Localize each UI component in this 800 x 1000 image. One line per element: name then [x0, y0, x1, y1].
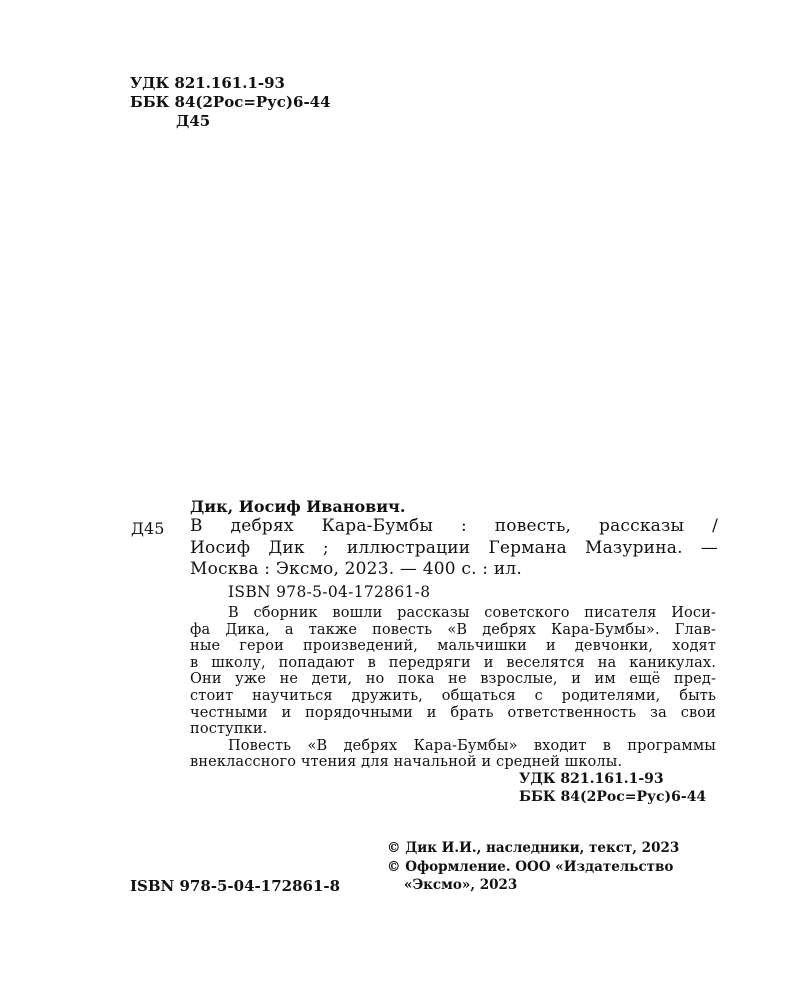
bbk-code: ББК 84(2Рос=Рус)6-44	[130, 93, 331, 111]
top-classification-block	[130, 74, 331, 131]
description-line: Иосиф Дик ; иллюстрации Германа Мазурина. —	[190, 537, 718, 558]
udk-code-bottom: УДК 821.161.1-93	[519, 771, 664, 787]
copyright-block	[387, 839, 679, 895]
annotation-line: ные герои произведений, мальчишки и девчонки, ходят	[190, 638, 716, 655]
author-sign-top: Д45	[176, 112, 211, 130]
copyright-design-cont: «Эксмо», 2023	[404, 877, 518, 893]
annotation	[190, 605, 716, 771]
description-line: Москва : Эксмо, 2023. — 400 с. : ил.	[190, 559, 522, 579]
annotation-line: фа Дика, а также повесть «В дебрях Кара-Бумбы». Глав-	[190, 621, 716, 638]
bottom-classification-block	[519, 770, 706, 806]
bbk-code-bottom: ББК 84(2Рос=Рус)6-44	[519, 789, 707, 805]
copyright-design: © Оформление. ООО «Издательство	[387, 858, 674, 875]
annotation-line: честными и порядочными и брать ответственность за свои	[190, 704, 716, 721]
annotation-line: внеклассного чтения для начальной и средней школы.	[190, 754, 623, 771]
annotation-line: стоит научиться дружить, общаться с родителями, быть	[190, 687, 716, 704]
annotation-line: в школу, попадают в передряги и веселятся на каникулах.	[190, 654, 716, 671]
isbn-entry: ISBN 978-5-04-172861-8	[228, 583, 431, 601]
description-line: В дебрях Кара-Бумбы : повесть, рассказы /	[190, 516, 718, 536]
author-sign: Д45	[131, 519, 165, 538]
annotation-line: поступки.	[190, 721, 268, 738]
annotation-line: Повесть «В дебрях Кара-Бумбы» входит в программы	[228, 737, 716, 754]
annotation-line: В сборник вошли рассказы советского писателя Иоси-	[228, 605, 716, 621]
copyright-text: © Дик И.И., наследники, текст, 2023	[387, 840, 680, 856]
bibliographic-description	[190, 516, 718, 581]
annotation-line: Они уже не дети, но пока не взрослые, и им ещё пред-	[190, 671, 716, 688]
udk-code: УДК 821.161.1-93	[130, 74, 285, 92]
isbn-bottom: ISBN 978-5-04-172861-8	[130, 877, 341, 895]
author-heading: Дик, Иосиф Иванович.	[190, 497, 406, 516]
